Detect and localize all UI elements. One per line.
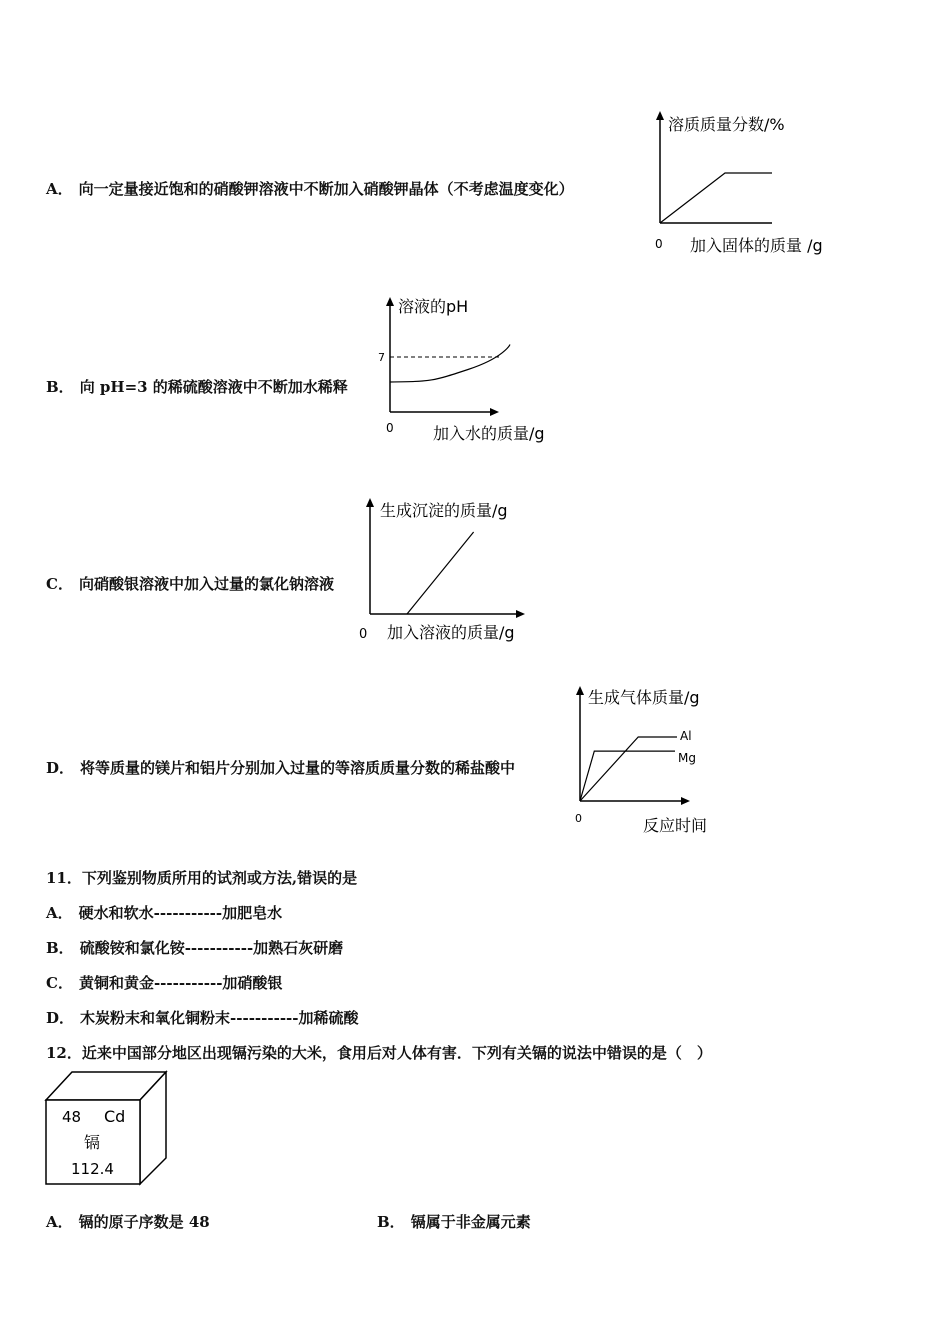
- x-axis-label: 加入溶液的质量/g: [387, 623, 515, 642]
- q11-option-a[interactable]: [46, 902, 282, 923]
- option-text: 镉属于非金属元素: [410, 1213, 531, 1231]
- x-axis-arrow: [516, 610, 525, 618]
- y-axis-arrow: [656, 111, 664, 120]
- option-key: A．: [46, 180, 73, 198]
- series-al-line: [580, 737, 677, 801]
- element-name: 镉: [84, 1133, 101, 1152]
- y-axis-label: 生成沉淀的质量/g: [380, 501, 508, 520]
- atomic-mass: 112.4: [71, 1160, 114, 1178]
- y-axis-arrow: [386, 297, 394, 306]
- y-axis-arrow: [576, 686, 584, 695]
- element-symbol: Cd: [104, 1107, 126, 1126]
- x-axis-arrow: [681, 797, 690, 805]
- atomic-number: 48: [62, 1108, 82, 1126]
- reference-label: 7: [378, 351, 385, 364]
- q12-option-b[interactable]: [377, 1211, 531, 1232]
- y-axis-arrow: [366, 498, 374, 507]
- option-text: 镉的原子序数是 48: [78, 1213, 210, 1231]
- q11-option-d[interactable]: [46, 1007, 359, 1028]
- series-curve: [390, 345, 510, 383]
- x-axis-arrow: [490, 408, 499, 416]
- chart-b: [370, 292, 570, 452]
- option-d[interactable]: [46, 757, 515, 778]
- option-text: 向一定量接近饱和的硝酸钾溶液中不断加入硝酸钾晶体（不考虑温度变化）: [78, 180, 574, 198]
- origin-label: 0: [575, 812, 582, 825]
- series-al-label: Al: [680, 729, 692, 743]
- option-c[interactable]: [46, 573, 334, 594]
- option-text: 向 pH=3 的稀硫酸溶液中不断加水稀释: [79, 378, 348, 396]
- y-axis-label: 溶质质量分数/%: [668, 115, 785, 134]
- element-card-cadmium: [44, 1070, 170, 1188]
- origin-label: 0: [359, 627, 368, 642]
- question-11-stem: 11．下列鉴别物质所用的试剂或方法,错误的是: [46, 869, 358, 887]
- y-axis-label: 溶液的pH: [398, 297, 469, 316]
- option-key: C．: [46, 974, 73, 992]
- series-mg-line: [580, 751, 675, 801]
- q11-option-b[interactable]: [46, 937, 343, 958]
- x-axis-label: 加入固体的质量 /g: [690, 236, 823, 255]
- y-axis-label: 生成气体质量/g: [588, 688, 700, 707]
- option-text: 将等质量的镁片和铝片分别加入过量的等溶质质量分数的稀盐酸中: [80, 759, 516, 777]
- series-line: [660, 173, 772, 223]
- option-key: D．: [46, 1009, 75, 1027]
- q12-option-a[interactable]: [46, 1211, 210, 1232]
- origin-label: 0: [655, 237, 663, 251]
- q11-option-c[interactable]: [46, 972, 282, 993]
- option-text: 硫酸铵和氯化铵-----------加熟石灰研磨: [79, 939, 344, 957]
- option-text: 向硝酸银溶液中加入过量的氯化钠溶液: [78, 575, 334, 593]
- x-axis-label: 加入水的质量/g: [433, 424, 545, 443]
- option-key: B．: [46, 378, 74, 396]
- option-a[interactable]: [46, 178, 574, 199]
- series-mg-label: Mg: [678, 751, 696, 765]
- option-text: 黄铜和黄金-----------加硝酸银: [78, 974, 283, 992]
- chart-d: [560, 680, 750, 842]
- option-key: C．: [46, 575, 73, 593]
- x-axis-label: 反应时间: [643, 816, 708, 835]
- option-b[interactable]: [46, 376, 348, 397]
- series-line: [407, 532, 474, 614]
- option-key: A．: [46, 1213, 73, 1231]
- chart-a: [640, 108, 850, 260]
- question-12-stem: 12．近来中国部分地区出现镉污染的大米，食用后对人体有害．下列有关镉的说法中错误的是（ ）: [46, 1044, 712, 1062]
- option-key: D．: [46, 759, 75, 777]
- origin-label: 0: [386, 421, 394, 435]
- chart-c: [350, 492, 550, 652]
- option-key: A．: [46, 904, 73, 922]
- option-key: B．: [377, 1213, 405, 1231]
- option-text: 硬水和软水-----------加肥皂水: [78, 904, 283, 922]
- option-key: B．: [46, 939, 74, 957]
- option-text: 木炭粉末和氧化铜粉末-----------加稀硫酸: [80, 1009, 359, 1027]
